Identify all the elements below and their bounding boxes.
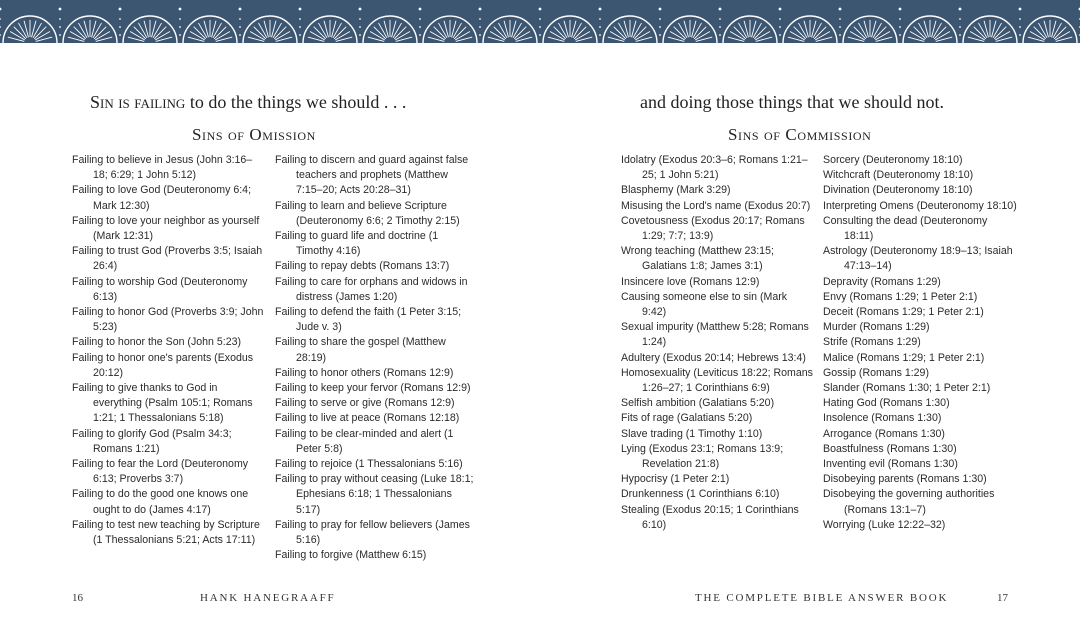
- list-item: Misusing the Lord's name (Exodus 20:7): [621, 199, 811, 212]
- commission-column-2: [823, 153, 1019, 533]
- left-page: [0, 46, 540, 640]
- list-item: Failing to live at peace (Romans 12:18): [275, 412, 460, 425]
- list-item: Malice (Romans 1:29; 1 Peter 2:1): [823, 351, 985, 364]
- list-item: Failing to be clear-minded and alert (1 Peter 5:8): [275, 427, 454, 455]
- list-item: Strife (Romans 1:29): [823, 336, 921, 349]
- page-number: 17: [997, 592, 1008, 604]
- list-item: Worrying (Luke 12:22–32): [823, 518, 946, 531]
- list-item: Failing to care for orphans and widows in distress (James 1:20): [275, 275, 468, 303]
- list-item: Failing to give thanks to God in everything (Psalm 105:1; Romans 1:21; 1 Thessalonians 5:18): [72, 382, 253, 425]
- list-item: Homosexuality (Leviticus 18:22; Romans 1:26–27; 1 Corinthians 6:9): [621, 366, 813, 395]
- running-footer: HANK HANEGRAAFF: [200, 592, 336, 604]
- list-item: Arrogance (Romans 1:30): [823, 427, 945, 440]
- heading-smallcaps: Sin is failing: [90, 92, 186, 112]
- list-item: Sorcery (Deuteronomy 18:10): [823, 154, 963, 166]
- list-item: Stealing (Exodus 20:15; 1 Corinthians 6:10): [621, 503, 799, 531]
- section-title-omission: Sins of Omission: [192, 125, 316, 144]
- list-item: Interpreting Omens (Deuteronomy 18:10): [823, 199, 1017, 212]
- list-item: Failing to serve or give (Romans 12:9): [275, 397, 455, 410]
- list-item: Covetousness (Exodus 20:17; Romans 1:29; 7:7; 13:9): [621, 214, 805, 243]
- list-item: Failing to pray without ceasing (Luke 18:1; Ephesians 6:18; 1 Thessalonians 5:17): [275, 473, 474, 516]
- section-title-commission: Sins of Commission: [728, 125, 872, 144]
- list-item: Lying (Exodus 23:1; Romans 13:9; Revelation 21:8): [621, 442, 784, 471]
- list-item: Astrology (Deuteronomy 18:9–13; Isaiah 47:13–14): [823, 245, 1013, 273]
- list-item: Idolatry (Exodus 20:3–6; Romans 1:21–25; 1 John 5:21): [621, 154, 808, 182]
- list-item: Failing to pray for fellow believers (James 5:16): [275, 518, 470, 547]
- list-item: Disobeying the governing authorities (Romans 13:1–7): [823, 488, 995, 516]
- list-item: Failing to rejoice (1 Thessalonians 5:16): [275, 458, 463, 471]
- list-item: Failing to share the gospel (Matthew 28:19): [275, 336, 446, 364]
- list-item: Failing to do the good one knows one ought to do (James 4:17): [72, 488, 249, 516]
- right-page: [540, 46, 1080, 640]
- list-item: Slave trading (1 Timothy 1:10): [621, 427, 763, 440]
- list-item: Failing to honor one's parents (Exodus 20:12): [72, 351, 254, 379]
- decorative-banner: [0, 0, 1080, 46]
- list-item: Failing to keep your fervor (Romans 12:9): [275, 382, 471, 395]
- list-item: Failing to worship God (Deuteronomy 6:13): [72, 275, 248, 303]
- list-item: Fits of rage (Galatians 5:20): [621, 412, 753, 425]
- list-item: Hating God (Romans 1:30): [823, 397, 950, 410]
- list-item: Hypocrisy (1 Peter 2:1): [621, 473, 730, 486]
- list-item: Failing to love your neighbor as yourself (Mark 12:31): [72, 214, 260, 243]
- list-item: Failing to repay debts (Romans 13:7): [275, 260, 450, 273]
- list-item: Insolence (Romans 1:30): [823, 412, 942, 425]
- left-page-heading: [90, 92, 406, 113]
- right-page-heading: and doing those things that we should not.: [640, 92, 944, 112]
- list-item: Failing to believe in Jesus (John 3:16–18; 6:29; 1 John 5:12): [72, 154, 253, 182]
- list-item: Divination (Deuteronomy 18:10): [823, 184, 973, 197]
- heading-rest: to do the things we should . . .: [185, 92, 407, 112]
- page-number: 16: [72, 592, 83, 604]
- fan-scallop-pattern-icon: [0, 0, 1080, 46]
- list-item: Failing to learn and believe Scripture (Deuteronomy 6:6; 2 Timothy 2:15): [275, 199, 460, 227]
- list-item: Disobeying parents (Romans 1:30): [823, 473, 987, 486]
- list-item: Failing to defend the faith (1 Peter 3:15; Jude v. 3): [275, 306, 462, 334]
- list-item: Failing to honor others (Romans 12:9): [275, 366, 454, 379]
- list-item: Gossip (Romans 1:29): [823, 366, 929, 379]
- list-item: Adultery (Exodus 20:14; Hebrews 13:4): [621, 351, 806, 364]
- list-item: Blasphemy (Mark 3:29): [621, 184, 731, 197]
- list-item: Failing to honor the Son (John 5:23): [72, 336, 242, 349]
- list-item: Failing to glorify God (Psalm 34:3; Romans 1:21): [72, 427, 232, 455]
- omission-column-2: [275, 153, 475, 563]
- list-item: Consulting the dead (Deuteronomy 18:11): [823, 214, 988, 243]
- list-item: Inventing evil (Romans 1:30): [823, 458, 958, 471]
- list-item: Causing someone else to sin (Mark 9:42): [621, 290, 788, 319]
- list-item: Failing to discern and guard against false teachers and prophets (Matthew 7:15–20; Acts 20:28–31): [275, 154, 469, 197]
- list-item: Witchcraft (Deuteronomy 18:10): [823, 169, 974, 182]
- list-item: Slander (Romans 1:30; 1 Peter 2:1): [823, 382, 991, 395]
- list-item: Sexual impurity (Matthew 5:28; Romans 1:24): [621, 321, 809, 349]
- list-item: Failing to fear the Lord (Deuteronomy 6:13; Proverbs 3:7): [72, 458, 249, 486]
- list-item: Envy (Romans 1:29; 1 Peter 2:1): [823, 290, 978, 303]
- list-item: Drunkenness (1 Corinthians 6:10): [621, 488, 780, 501]
- list-item: Failing to honor God (Proverbs 3:9; John 5:23): [72, 306, 264, 334]
- list-item: Insincere love (Romans 12:9): [621, 275, 760, 288]
- omission-column-1: [72, 153, 264, 548]
- list-item: Deceit (Romans 1:29; 1 Peter 2:1): [823, 306, 984, 319]
- list-item: Failing to love God (Deuteronomy 6:4; Mark 12:30): [72, 184, 252, 212]
- commission-column-1: [621, 153, 813, 533]
- running-footer: THE COMPLETE BIBLE ANSWER BOOK: [695, 592, 949, 604]
- list-item: Wrong teaching (Matthew 23:15; Galatians 1:8; James 3:1): [621, 245, 774, 273]
- list-item: Failing to test new teaching by Scripture (1 Thessalonians 5:21; Acts 17:11): [72, 518, 260, 547]
- list-item: Depravity (Romans 1:29): [823, 275, 941, 288]
- list-item: Selfish ambition (Galatians 5:20): [621, 397, 775, 410]
- list-item: Failing to guard life and doctrine (1 Timothy 4:16): [275, 230, 439, 258]
- list-item: Boastfulness (Romans 1:30): [823, 442, 957, 455]
- list-item: Murder (Romans 1:29): [823, 321, 930, 334]
- list-item: Failing to trust God (Proverbs 3:5; Isaiah 26:4): [72, 245, 263, 273]
- list-item: Failing to forgive (Matthew 6:15): [275, 549, 427, 562]
